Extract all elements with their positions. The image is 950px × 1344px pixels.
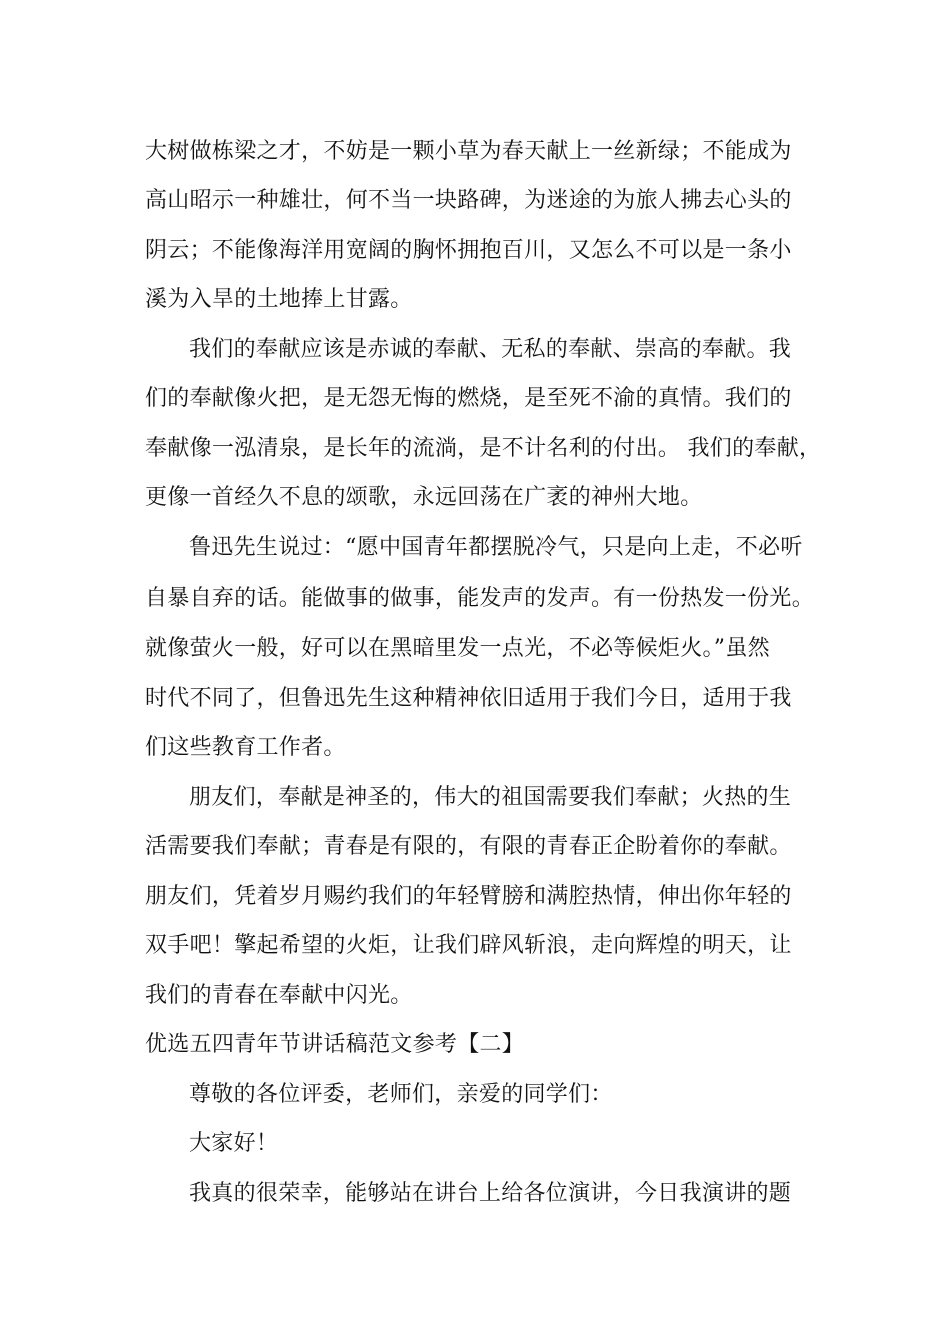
section-heading: 优选五四青年节讲话稿范文参考【二】 [145, 1032, 525, 1057]
paragraph-line: 鲁迅先生说过：“愿中国青年都摆脱冷气，只是向上走，不必听 [189, 535, 803, 560]
paragraph-line: 活需要我们奉献；青春是有限的，有限的青春正企盼着你的奉献。 [145, 834, 792, 859]
paragraph-line: 时代不同了，但鲁迅先生这种精神依旧适用于我们今日，适用于我 [145, 686, 792, 711]
paragraph-line: 高山昭示一种雄壮，何不当一块路碑，为迷途的为旅人拂去心头的 [145, 188, 792, 213]
paragraph-line: 朋友们，奉献是神圣的，伟大的祖国需要我们奉献；火热的生 [189, 785, 792, 810]
paragraph-line: 奉献像一泓清泉，是长年的流淌，是不计名利的付出。 我们的奉献， [145, 436, 822, 461]
paragraph-line: 大树做栋梁之才，不妨是一颗小草为春天献上一丝新绿；不能成为 [145, 139, 792, 164]
greeting: 大家好！ [189, 1131, 279, 1156]
paragraph-line: 自暴自弃的话。能做事的做事，能发声的发声。有一份热发一份光。 [145, 586, 815, 611]
paragraph-line: 我真的很荣幸，能够站在讲台上给各位演讲，今日我演讲的题 [189, 1181, 792, 1206]
paragraph-line: 我们的奉献应该是赤诚的奉献、无私的奉献、崇高的奉献。我 [189, 337, 792, 362]
salutation: 尊敬的各位评委，老师们，亲爱的同学们： [189, 1082, 613, 1107]
paragraph-line: 双手吧！擎起希望的火炬，让我们辟风斩浪，走向辉煌的明天，让 [145, 933, 792, 958]
paragraph-line: 阴云；不能像海洋用宽阔的胸怀拥抱百川，又怎么不可以是一条小 [145, 238, 792, 263]
paragraph-line: 们的奉献像火把，是无怨无悔的燃烧，是至死不渝的真情。我们的 [145, 386, 792, 411]
paragraph-line: 就像萤火一般，好可以在黑暗里发一点光，不必等候炬火。”虽然 [145, 636, 770, 661]
paragraph-line: 更像一首经久不息的颂歌，永远回荡在广袤的神州大地。 [145, 485, 703, 510]
paragraph-line: 朋友们，凭着岁月赐约我们的年轻臂膀和满腔热情，伸出你年轻的 [145, 884, 792, 909]
paragraph-line: 我们的青春在奉献中闪光。 [145, 983, 413, 1008]
paragraph-line: 溪为入旱的土地捧上甘露。 [145, 287, 413, 312]
paragraph-line: 们这些教育工作者。 [145, 735, 346, 760]
